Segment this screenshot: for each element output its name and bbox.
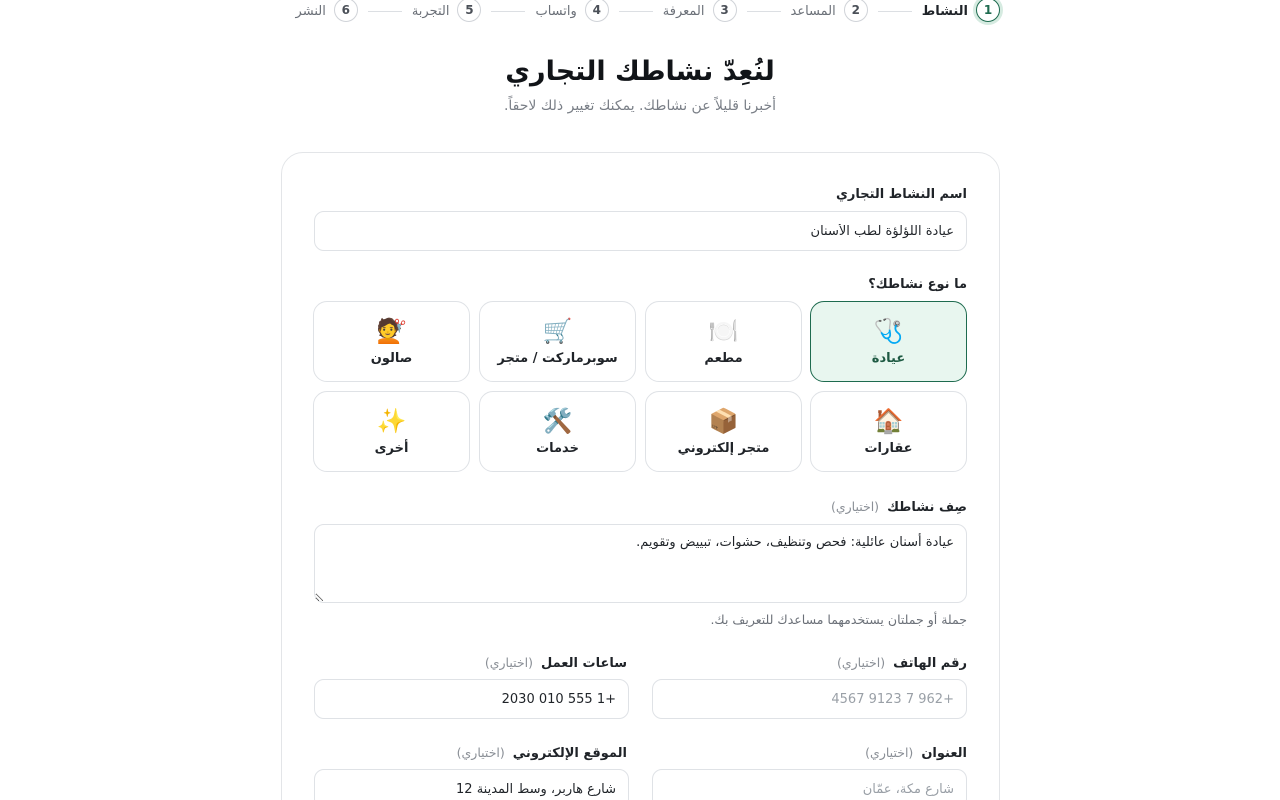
phone-label-text: رقم الهاتف <box>893 656 967 671</box>
type-option-services[interactable] <box>479 391 636 472</box>
type-option-label: سوبرماركت / متجر <box>497 351 618 366</box>
business-type-label <box>868 277 967 292</box>
address-label-text: العنوان <box>921 746 967 761</box>
optional-tag: (اختياري) <box>865 745 914 760</box>
step-divider <box>878 11 912 12</box>
phone-input[interactable] <box>652 679 967 719</box>
sparkles-icon: ✨ <box>376 407 407 435</box>
description-label-text: صِف نشاطك <box>887 500 967 515</box>
step-number: 4 <box>585 0 609 22</box>
step-business[interactable] <box>922 0 1000 22</box>
hours-input[interactable] <box>314 679 629 719</box>
step-label: النشاط <box>921 3 968 19</box>
step-whatsapp[interactable] <box>535 0 608 22</box>
description-textarea[interactable] <box>314 524 967 603</box>
optional-tag: (اختياري) <box>836 655 886 670</box>
step-divider <box>747 11 781 12</box>
optional-tag: (اختياري) <box>456 745 505 760</box>
step-number: 2 <box>844 0 868 22</box>
step-number: 5 <box>457 0 481 22</box>
type-option-restaurant[interactable] <box>645 301 802 382</box>
hours-label <box>485 655 627 671</box>
step-number: 3 <box>713 0 737 22</box>
page-subtitle: أخبرنا قليلاً عن نشاطك. يمكنك تغيير ذلك لاحقاً. <box>503 98 777 114</box>
address-input[interactable] <box>652 769 967 800</box>
plate-icon: 🍽️ <box>708 317 739 345</box>
stethoscope-icon: 🩺 <box>873 317 904 345</box>
step-label: واتساب <box>535 3 577 19</box>
step-testing[interactable] <box>412 0 482 22</box>
step-divider <box>368 11 402 12</box>
package-icon: 📦 <box>708 407 739 435</box>
type-option-other[interactable] <box>313 391 470 472</box>
type-option-label: متجر إلكتروني <box>677 441 770 456</box>
business-form-card <box>281 152 1000 800</box>
step-label: المعرفة <box>662 3 705 19</box>
type-option-label: خدمات <box>536 441 579 456</box>
stepper <box>296 0 1000 22</box>
type-option-clinic[interactable] <box>810 301 967 382</box>
business-name-label <box>836 187 967 202</box>
business-name-label-text: اسم النشاط التجاري <box>835 187 967 202</box>
tools-icon: 🛠️ <box>542 407 573 435</box>
page-title: لنُعِدّ نشاطك التجاري <box>505 56 775 87</box>
website-input[interactable] <box>314 769 629 800</box>
cart-icon: 🛒 <box>542 317 573 345</box>
description-label <box>831 499 967 515</box>
type-option-label: عيادة <box>871 351 906 366</box>
description-hint: جملة أو جملتان يستخدمهما مساعدك للتعريف بك. <box>710 612 967 627</box>
step-divider <box>619 11 653 12</box>
type-option-label: مطعم <box>704 351 743 366</box>
step-assistant[interactable] <box>791 0 868 22</box>
business-name-input[interactable] <box>314 211 967 251</box>
optional-tag: (اختياري) <box>484 655 533 670</box>
type-option-ecommerce[interactable] <box>645 391 802 472</box>
step-label: النشر <box>295 3 326 19</box>
haircut-icon: 💇 <box>376 317 407 345</box>
step-publish[interactable] <box>296 0 358 22</box>
type-option-real-estate[interactable] <box>810 391 967 472</box>
step-number: 6 <box>334 0 358 22</box>
type-option-label: عقارات <box>864 441 913 456</box>
website-label <box>457 745 627 761</box>
type-option-supermarket[interactable] <box>479 301 636 382</box>
phone-label <box>837 655 967 671</box>
step-label: التجربة <box>411 3 450 19</box>
step-number: 1 <box>976 0 1000 22</box>
type-option-label: أخرى <box>374 441 409 456</box>
address-label <box>865 745 967 761</box>
website-label-text: الموقع الإلكتروني <box>512 746 627 761</box>
step-label: المساعد <box>790 3 836 19</box>
step-divider <box>491 11 525 12</box>
type-option-salon[interactable] <box>313 301 470 382</box>
business-type-label-text: ما نوع نشاطك؟ <box>868 277 967 292</box>
house-icon: 🏠 <box>873 407 904 435</box>
hours-label-text: ساعات العمل <box>540 656 627 671</box>
type-option-label: صالون <box>370 351 413 366</box>
optional-tag: (اختياري) <box>830 499 880 514</box>
step-knowledge[interactable] <box>663 0 737 22</box>
